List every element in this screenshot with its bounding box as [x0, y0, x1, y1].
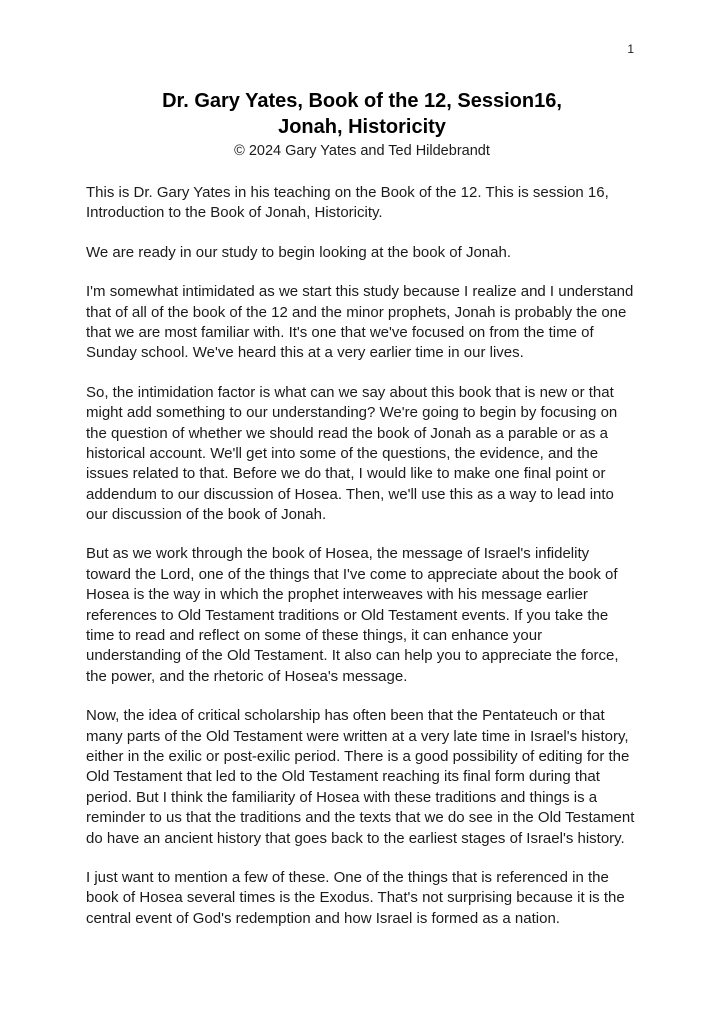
paragraph: But as we work through the book of Hosea, the message of Israel's infidelity toward the Lord, one of the things that I've come to appreciate about the book of Hosea is the way in which the prophet interweaves with his message earlier references to Old Testament traditions or Old Testament events. If you take the time to read and reflect on some of these things, it can enhance your understanding of the Old Testament. It also can help you to appreciate the force, the power, and the rhetoric of Hosea's message.: [86, 545, 619, 685]
paragraph: This is Dr. Gary Yates in his teaching on the Book of the 12. This is session 16, Introduction to the Book of Jonah, Historicity.: [86, 184, 609, 222]
copyright-line: © 2024 Gary Yates and Ted Hildebrandt: [234, 143, 490, 159]
paragraph: So, the intimidation factor is what can we say about this book that is new or that might add something to our understanding? We're going to begin by focusing on the question of whether we should read the book of Jonah as a parable or as a historical account. We'll get into some of the questions, the evidence, and the issues related to that. Before we do that, I would like to make one final point or addendum to our discussion of Hosea. Then, we'll use this as a way to lead into our discussion of the book of Jonah.: [86, 383, 618, 524]
document-body: [86, 183, 638, 929]
paragraph: Now, the idea of critical scholarship has often been that the Pentateuch or that many parts of the Old Testament were written at a very late time in Israel's history, either in the exilic or post-exilic period. There is a good possibility of editing for the Old Testament that led to the Old Testament reaching its final form during that period. But I think the familiarity of Hosea with these traditions and things is a reminder to us that the traditions and the texts that we do see in the Old Testament do have an ancient history that goes back to the earliest stages of Israel's history.: [86, 707, 635, 847]
paragraph: I just want to mention a few of these. One of the things that is referenced in the book of Hosea several times is the Exodus. That's not surprising because it is the central event of God's redemption and how Israel is formed as a nation.: [86, 868, 625, 927]
page-number: 1: [627, 42, 634, 56]
paragraph: We are ready in our study to begin looking at the book of Jonah.: [86, 243, 511, 261]
document-title: [86, 88, 638, 140]
paragraph: I'm somewhat intimidated as we start this study because I realize and I understand that of all of the book of the 12 and the minor prophets, Jonah is probably the one that we are most familiar with. It's one that we've focused on from the time of Sunday school. We've heard this at a very earlier time in our lives.: [86, 283, 634, 362]
document-title-line1: Dr. Gary Yates, Book of the 12, Session16,: [162, 90, 562, 112]
document-title-line2: Jonah, Historicity: [278, 116, 446, 138]
